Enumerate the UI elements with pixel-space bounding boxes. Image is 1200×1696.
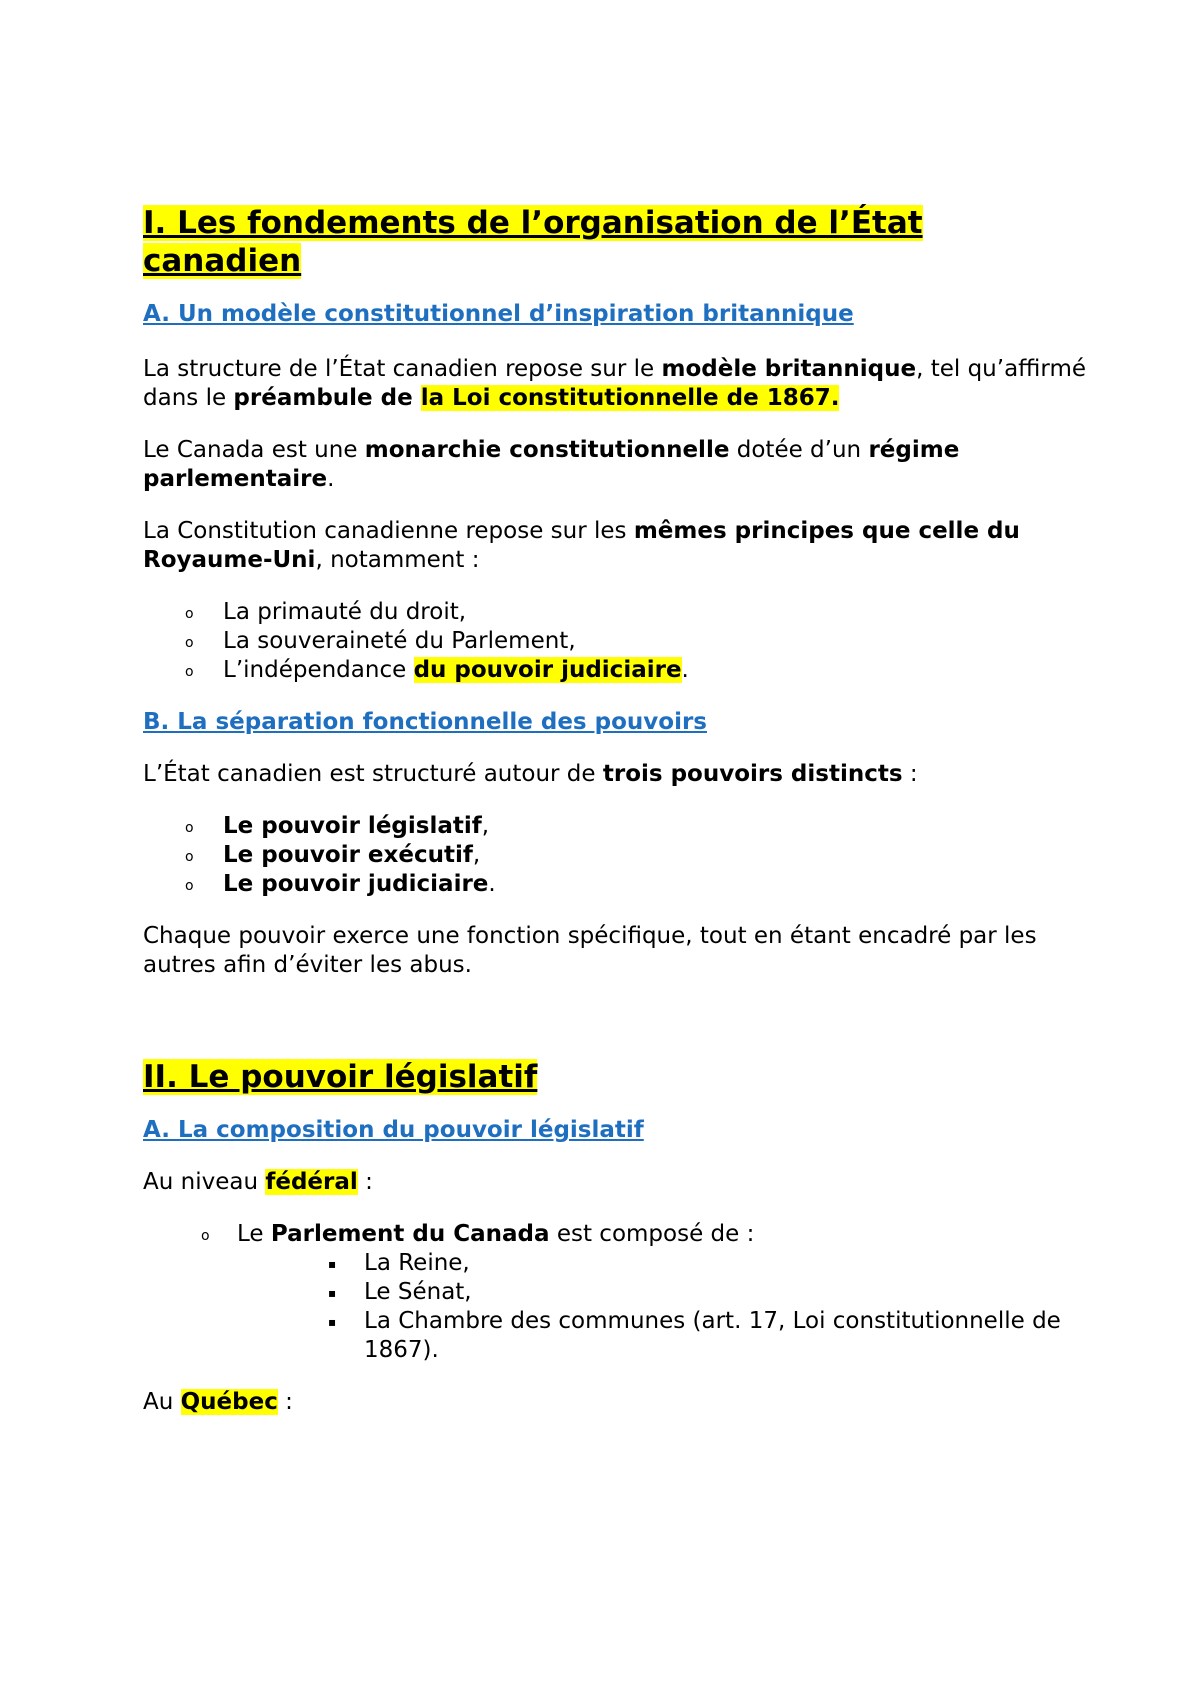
- list-item: ▪ La Reine,: [143, 1249, 1103, 1278]
- section-1a-title: A. Un modèle constitutionnel d’inspiration britannique: [143, 301, 854, 327]
- circle-bullet-icon: o: [185, 878, 194, 894]
- list-item: o L’indépendance du pouvoir judiciaire.: [143, 656, 1103, 685]
- principles-list: [143, 598, 1103, 685]
- list-item: o Le pouvoir exécutif,: [143, 841, 1103, 870]
- list-item: o Le pouvoir judiciaire.: [143, 870, 1103, 899]
- circle-bullet-icon: o: [201, 1228, 210, 1244]
- powers-list: [143, 812, 1103, 899]
- section-1-title: I. Les fondements de l’organisation de l’État canadien: [143, 205, 923, 279]
- list-item: o Le Parlement du Canada est composé de :: [143, 1220, 1103, 1249]
- paragraph-fonction: Chaque pouvoir exerce une fonction spécifique, tout en étant encadré par les autres afin d’éviter les abus.: [143, 923, 1037, 978]
- circle-bullet-icon: o: [185, 664, 194, 680]
- document-content: [143, 204, 1103, 1417]
- paragraph-structure: La structure de l’État canadien repose sur le modèle britannique, tel qu’affirmé dans le préambule de la Loi constitutionnelle de 1867.: [143, 356, 1087, 411]
- paragraph-trois-pouvoirs: L’État canadien est structuré autour de trois pouvoirs distincts :: [143, 761, 918, 787]
- circle-bullet-icon: o: [185, 635, 194, 651]
- list-item: o La souveraineté du Parlement,: [143, 627, 1103, 656]
- square-bullet-icon: ▪: [328, 1286, 337, 1300]
- paragraph-monarchie: Le Canada est une monarchie constitutionnelle dotée d’un régime parlementaire.: [143, 437, 960, 492]
- circle-bullet-icon: o: [185, 849, 194, 865]
- section-2-title: II. Le pouvoir législatif: [143, 1059, 538, 1095]
- circle-bullet-icon: o: [185, 820, 194, 836]
- parliament-components-list: [143, 1249, 1103, 1365]
- section-2a-title: A. La composition du pouvoir législatif: [143, 1117, 644, 1143]
- square-bullet-icon: ▪: [328, 1315, 337, 1329]
- section-1b-title: B. La séparation fonctionnelle des pouvoirs: [143, 709, 707, 735]
- circle-bullet-icon: o: [185, 606, 194, 622]
- list-item: o Le pouvoir législatif,: [143, 812, 1103, 841]
- paragraph-federal: Au niveau fédéral :: [143, 1169, 373, 1195]
- list-item: ▪ Le Sénat,: [143, 1278, 1103, 1307]
- parliament-list: [143, 1220, 1103, 1249]
- paragraph-constitution: La Constitution canadienne repose sur les mêmes principes que celle du Royaume-Uni, notamment :: [143, 518, 1020, 573]
- paragraph-quebec: Au Québec :: [143, 1389, 293, 1415]
- list-item: ▪ La Chambre des communes (art. 17, Loi constitutionnelle de 1867).: [328, 1308, 1061, 1363]
- list-item: o La primauté du droit,: [143, 598, 1103, 627]
- square-bullet-icon: ▪: [328, 1257, 337, 1271]
